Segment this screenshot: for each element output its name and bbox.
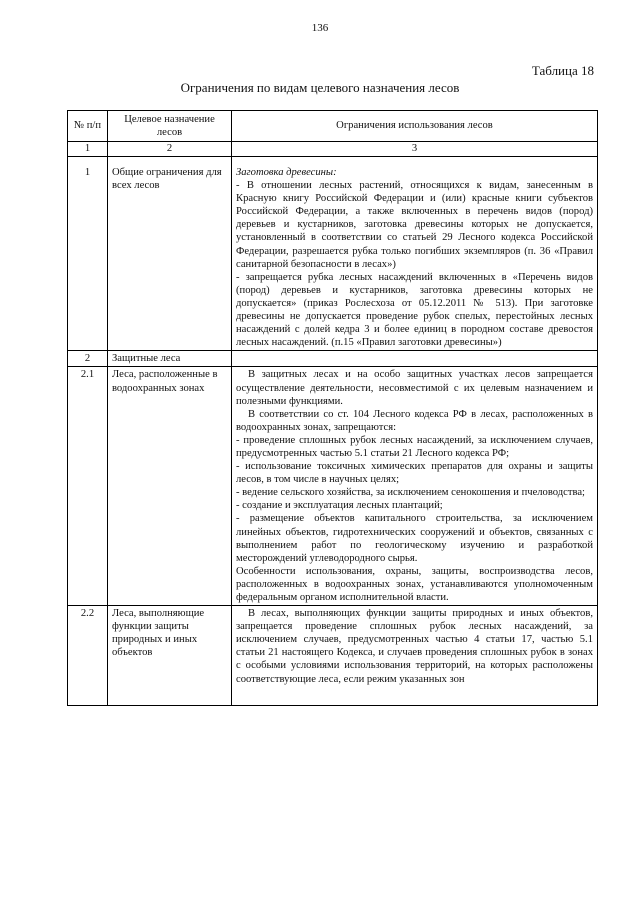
paragraph: - размещение объектов капитального строительства, за исключением линейных объектов, гидротехнических сооружений и объектов, связанных с выполнением работ по геологическому изучению и разработкой месторождений углеводородного сырья. bbox=[236, 513, 593, 564]
row-purpose: Леса, выполняющие функции защиты природных и иных объектов bbox=[108, 606, 232, 706]
row-restrictions bbox=[232, 367, 598, 606]
restrictions-table bbox=[67, 110, 598, 706]
table-row bbox=[68, 157, 598, 351]
page-number: 136 bbox=[311, 22, 329, 34]
table-label: Таблица 18 bbox=[531, 63, 594, 78]
table-header-row bbox=[68, 111, 598, 142]
table-row bbox=[68, 606, 598, 706]
column-number: 1 bbox=[68, 142, 108, 157]
paragraph: - проведение сплошных рубок лесных насаждений, за исключением случаев, предусмотренных частью 5.1 статьи 21 Лесного кодекса РФ; bbox=[236, 434, 593, 459]
row-restrictions bbox=[232, 351, 598, 367]
paragraph: - В отношении лесных растений, относящихся к видам, занесенным в Красную книгу Российской Федерации и (или) красные книги субъектов Российской Федерации, а также включенных в перечень видов (пород) деревьев и кустарников, заготовка древесины которых не допускается, установленный в соответствии со статьей 29 Лесного кодекса Российской Федерации, разрешается рубка только погибших экземпляров (п. 36 «Правил санитарной безопасности в лесах») bbox=[236, 180, 593, 270]
row-purpose: Защитные леса bbox=[108, 351, 232, 367]
table-title: Ограничения по видам целевого назначения лесов bbox=[180, 80, 460, 95]
row-purpose: Общие ограничения для всех лесов bbox=[108, 157, 232, 351]
column-number-row bbox=[68, 142, 598, 157]
paragraph: В лесах, выполняющих функции защиты природных и иных объектов, запрещается проведение сплошных рубок лесных насаждений, за исключением случаев, предусмотренных частью 4 статьи 17, частью 5.1 статьи 21 настоящего Кодекса, и случаев проведения сплошных рубок в зонах с особыми условиями использования территорий, на которых расположены соответствующие леса, если режим указанных зон bbox=[236, 608, 593, 685]
row-number: 2.2 bbox=[68, 606, 108, 706]
row-restrictions bbox=[232, 606, 598, 706]
table-row bbox=[68, 351, 598, 367]
row-number: 2 bbox=[68, 351, 108, 367]
table-row bbox=[68, 367, 598, 606]
row-restrictions bbox=[232, 157, 598, 351]
column-number: 3 bbox=[232, 142, 598, 157]
paragraph: - использование токсичных химических препаратов для охраны и защиты лесов, в том числе в научных целях; bbox=[236, 461, 593, 486]
header-purpose: Целевое назначение лесов bbox=[108, 111, 232, 142]
paragraph: - запрещается рубка лесных насаждений включенных в «Перечень видов (пород) деревьев и кустарников, заготовка древесины которых не допускается» (приказ Рослесхоза от 05.12.2011 № 513). При заготовке древесины не допускается проведение рубок спелых, перестойных лесных насаждений с долей кедра 3 и более единиц в породном составе древостоя лесных насаждений. (п.15 «Правил заготовки древесины») bbox=[236, 271, 593, 349]
paragraph: Особенности использования, охраны, защиты, воспроизводства лесов, расположенных в водоохранных зонах, устанавливаются уполномоченным федеральным органом исполнительной власти. bbox=[236, 565, 593, 603]
paragraph: В соответствии со ст. 104 Лесного кодекса РФ в лесах, расположенных в водоохранных зонах, запрещаются: bbox=[236, 408, 593, 433]
paragraph: - создание и эксплуатация лесных плантаций; bbox=[236, 500, 443, 512]
paragraph: В защитных лесах и на особо защитных участках лесов запрещается осуществление деятельности, несовместимой с их целевым назначением и полезными функциями. bbox=[236, 369, 593, 407]
header-restrictions: Ограничения использования лесов bbox=[232, 111, 598, 142]
paragraph: - ведение сельского хозяйства, за исключением сенокошения и пчеловодства; bbox=[236, 487, 586, 499]
header-number: № п/п bbox=[68, 111, 108, 142]
row-number: 1 bbox=[68, 157, 108, 351]
row-purpose: Леса, расположенные в водоохранных зонах bbox=[108, 367, 232, 606]
section-heading: Заготовка древесины: bbox=[236, 167, 337, 178]
row-number: 2.1 bbox=[68, 367, 108, 606]
column-number: 2 bbox=[108, 142, 232, 157]
